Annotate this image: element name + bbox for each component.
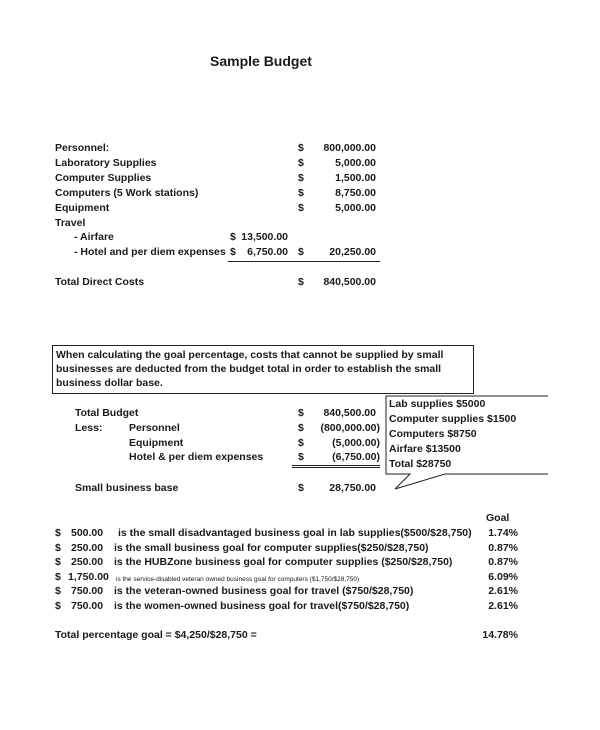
currency: $ xyxy=(230,231,236,243)
item-label: Personnel: xyxy=(55,142,110,154)
travel-subamount: 6,750.00 xyxy=(247,246,288,258)
item-amount: 5,000.00 xyxy=(335,202,376,214)
goal-pct: 2.61% xyxy=(488,585,518,598)
total-label: Total Direct Costs xyxy=(55,276,145,288)
deduction-amount: (5,000.00) xyxy=(332,437,380,449)
currency: $ xyxy=(298,187,304,199)
item-amount: 800,000.00 xyxy=(323,142,376,154)
item-amount: 1,500.00 xyxy=(335,172,376,184)
goal-amount: 250.00 xyxy=(71,541,104,554)
currency: $ xyxy=(55,556,61,569)
page-title: Sample Budget xyxy=(210,53,312,69)
base-amount: 28,750.00 xyxy=(329,482,376,494)
currency: $ xyxy=(298,246,304,258)
item-label: Computer Supplies xyxy=(55,172,152,184)
note-line: When calculating the goal percentage, costs that cannot be supplied by small xyxy=(56,349,444,361)
travel-item-label: - Airfare xyxy=(74,231,114,243)
deduction-label: Hotel & per diem expenses xyxy=(129,451,264,463)
travel-amount: 20,250.00 xyxy=(329,246,376,258)
currency: $ xyxy=(298,157,304,169)
goal-text: is the small business goal for computer supplies($250/$28,750) xyxy=(114,541,429,554)
item-amount: 8,750.00 xyxy=(335,187,376,199)
total-goal-pct: 14.78% xyxy=(482,629,518,641)
currency: $ xyxy=(298,451,304,463)
item-label: Laboratory Supplies xyxy=(55,157,157,169)
total-goal-label: Total percentage goal = $4,250/$28,750 = xyxy=(55,629,257,641)
currency: $ xyxy=(55,541,61,554)
currency: $ xyxy=(55,570,61,583)
currency: $ xyxy=(298,172,304,184)
item-label: Computers (5 Work stations) xyxy=(55,187,199,199)
currency: $ xyxy=(298,482,304,494)
goal-pct: 0.87% xyxy=(488,541,518,554)
callout-line: Computer supplies $1500 xyxy=(389,413,517,425)
callout-line: Airfare $13500 xyxy=(389,443,461,455)
less-label: Less: xyxy=(75,422,103,434)
goal-amount: 750.00 xyxy=(71,600,104,612)
goal-amount: 1,750.00 xyxy=(68,570,109,583)
deduction-amount: (6,750.00) xyxy=(332,451,380,463)
note-line: business dollar base. xyxy=(56,377,163,389)
goal-header: Goal xyxy=(486,512,510,524)
currency: $ xyxy=(298,276,304,288)
currency: $ xyxy=(298,422,304,434)
travel-label: Travel xyxy=(55,217,86,229)
goal-pct: 0.87% xyxy=(488,556,518,569)
total-budget-amount: 840,500.00 xyxy=(323,407,376,419)
currency: $ xyxy=(298,437,304,449)
goal-pct: 1.74% xyxy=(488,527,518,539)
total-amount: 840,500.00 xyxy=(323,276,376,288)
goal-text: is the HUBZone business goal for computer supplies ($250/$28,750) xyxy=(114,556,453,569)
currency: $ xyxy=(298,202,304,214)
deduction-label: Equipment xyxy=(129,437,184,449)
callout-line: Lab supplies $5000 xyxy=(389,398,486,410)
deduction-label: Personnel xyxy=(129,422,180,434)
item-label: Equipment xyxy=(55,202,110,214)
currency: $ xyxy=(298,407,304,419)
goal-amount: 500.00 xyxy=(71,527,104,539)
goal-text: is the women-owned business goal for travel($750/$28,750) xyxy=(114,600,410,612)
currency: $ xyxy=(55,527,61,539)
travel-subamount: 13,500.00 xyxy=(241,231,288,243)
currency: $ xyxy=(230,246,236,258)
goal-text: is the veteran-owned business goal for travel ($750/$28,750) xyxy=(114,585,414,598)
deduction-amount: (800,000.00) xyxy=(320,422,380,434)
note-line: businesses are deducted from the budget total in order to establish the small xyxy=(56,363,442,375)
currency: $ xyxy=(55,585,61,598)
travel-item-label: - Hotel and per diem expenses xyxy=(74,246,226,258)
currency: $ xyxy=(298,142,304,154)
goal-pct: 2.61% xyxy=(488,600,518,612)
goal-text: is the small disadvantaged business goal in lab supplies($500/$28,750) xyxy=(118,527,472,539)
total-budget-label: Total Budget xyxy=(75,407,139,419)
goal-text: is the service-disabled veteran owned business goal for computers ($1,750/$28,750) xyxy=(116,575,360,583)
base-label: Small business base xyxy=(75,482,179,494)
callout-line: Total $28750 xyxy=(389,458,452,470)
item-amount: 5,000.00 xyxy=(335,157,376,169)
currency: $ xyxy=(55,600,61,612)
callout-line: Computers $8750 xyxy=(389,428,477,440)
goal-pct: 6.09% xyxy=(488,570,518,583)
goal-amount: 250.00 xyxy=(71,556,104,569)
goal-amount: 750.00 xyxy=(71,585,104,598)
